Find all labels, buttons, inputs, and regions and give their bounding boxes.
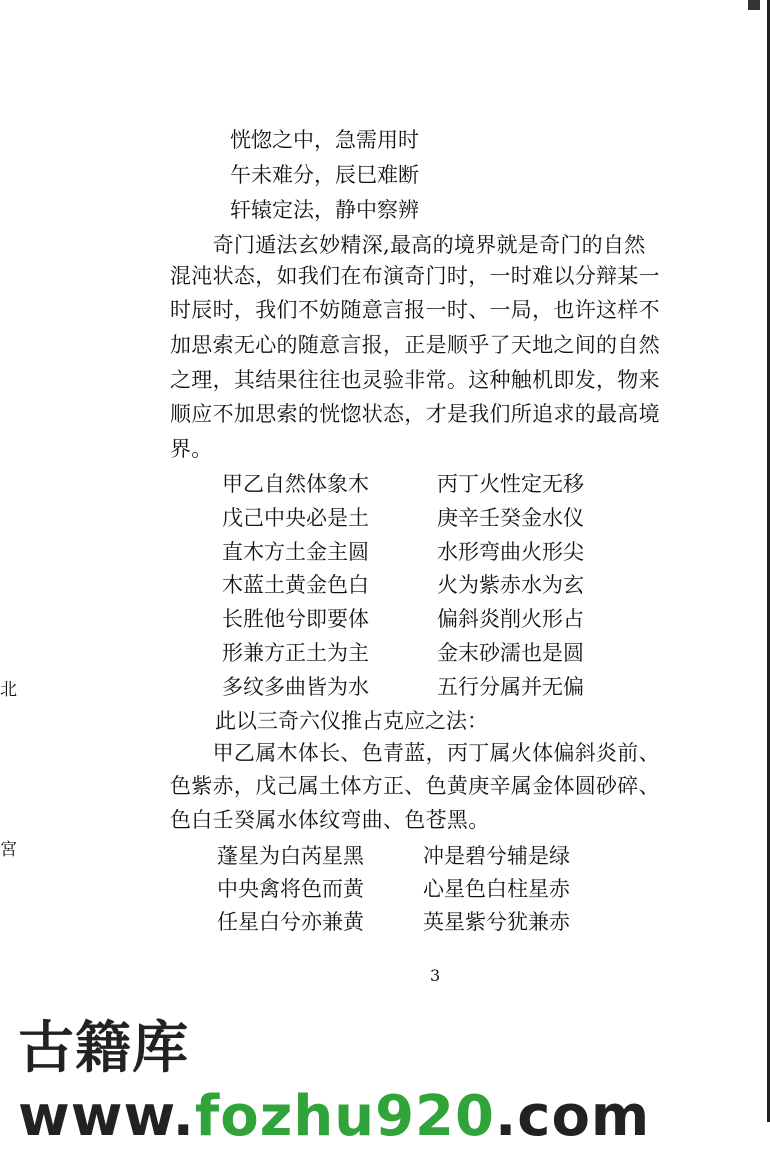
star-verse-left-line: 蓬星为白芮星黑 (217, 844, 364, 868)
verse-left-line: 直木方土金主圆 (222, 540, 369, 564)
intro-line: 此以三奇六仪推占克应之法： (215, 709, 488, 733)
star-verse-left-line: 中央禽将色而黄 (217, 877, 364, 901)
verse-left-line: 木蓝土黄金色白 (222, 573, 369, 597)
verse-right-line: 金末砂濡也是圆 (437, 641, 584, 665)
paragraph-line: 之理，其结果往往也灵验非常。这种触机即发，物来 (170, 368, 660, 392)
paragraph-line: 奇门遁法玄妙精深,最高的境界就是奇门的自然 (170, 233, 646, 257)
watermark-accent: fozhu920 (194, 1083, 495, 1149)
paragraph-line: 混沌状态，如我们在布演奇门时，一时难以分辩某一 (170, 264, 660, 288)
page-number: 3 (430, 966, 441, 985)
edge-fragment: 宮 (0, 840, 17, 860)
scan-speck (748, 0, 760, 10)
verse-right-line: 水形弯曲火形尖 (437, 540, 584, 564)
verse-line: 午未难分，辰巳难断 (230, 163, 419, 187)
paragraph-line: 甲乙属木体长、色青蓝，丙丁属火体偏斜炎前、 (170, 741, 660, 765)
verse-right-line: 火为紫赤水为玄 (437, 573, 584, 597)
verse-right-line: 丙丁火性定无移 (437, 472, 584, 496)
watermark-banner (0, 1015, 770, 1149)
star-verse-right-line: 冲是碧兮辅是绿 (423, 844, 570, 868)
watermark-prefix: 古籍库 www. (18, 1015, 195, 1149)
verse-right-line: 五行分属并无偏 (437, 675, 584, 699)
verse-right-line: 偏斜炎削火形占 (437, 607, 584, 631)
edge-fragment: 北 (0, 680, 17, 700)
star-verse-left-line: 任星白兮亦兼黄 (217, 910, 364, 934)
verse-left-line: 戊己中央必是土 (222, 506, 369, 530)
paragraph-line: 色紫赤，戊己属土体方正、色黄庚辛属金体圆砂碎、 (170, 774, 660, 798)
verse-line: 恍惚之中，急需用时 (230, 128, 419, 152)
star-verse-right-line: 心星色白柱星赤 (423, 877, 570, 901)
paragraph-line: 时辰时，我们不妨随意言报一时、一局，也许这样不 (170, 298, 660, 322)
verse-left-line: 甲乙自然体象木 (222, 472, 369, 496)
paragraph-line: 界。 (170, 437, 213, 461)
watermark-suffix: .com (494, 1083, 651, 1149)
paragraph-line: 加思索无心的随意言报，正是顺乎了天地之间的自然 (170, 333, 660, 357)
verse-left-line: 形兼方正土为主 (222, 641, 369, 665)
watermark-text (0, 1004, 770, 1149)
verse-left-line: 长胜他兮即要体 (222, 607, 369, 631)
verse-right-line: 庚辛壬癸金水仪 (437, 506, 584, 530)
paragraph-line: 色白壬癸属水体纹弯曲、色苍黑。 (170, 808, 490, 832)
verse-left-line: 多纹多曲皆为水 (222, 675, 369, 699)
verse-line: 轩辕定法，静中察辨 (230, 198, 419, 222)
star-verse-right-line: 英星紫兮犹兼赤 (423, 910, 570, 934)
paragraph-line: 顺应不加思索的恍惚状态，才是我们所追求的最高境 (170, 402, 660, 426)
